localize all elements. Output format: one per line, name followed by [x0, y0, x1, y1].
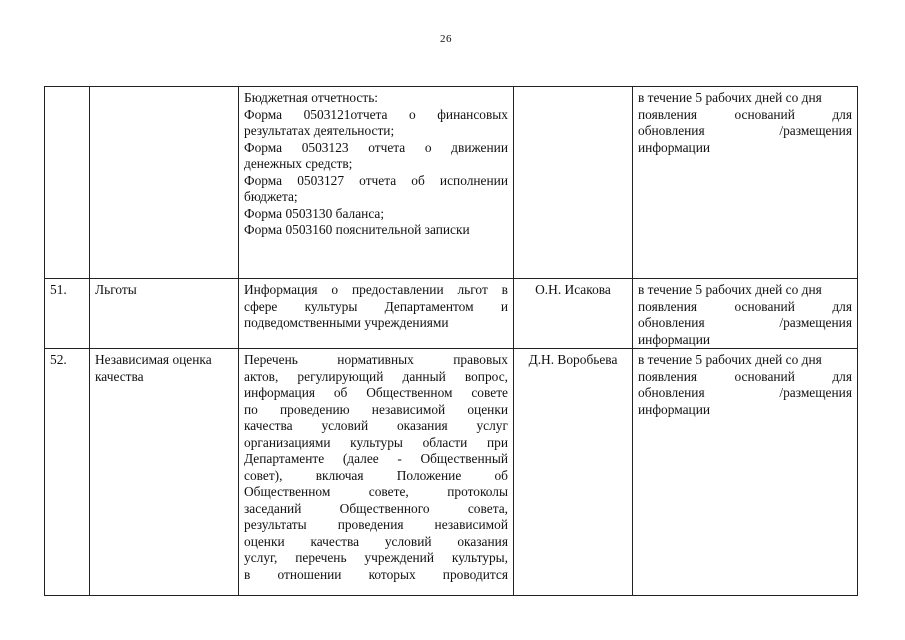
responsible-cell: О.Н. Исакова	[514, 279, 633, 349]
row-number-cell: 51.	[45, 279, 90, 349]
info-cell: Бюджетная отчетность: Форма 0503121отчета о финансовых результатах деятельности; Форма 0503123 отчета о движении денежных средств; Форма 0503127 отчета об исполнении бюджета; Форма 0503130 баланса; Форма 0503160 пояснительной записки	[239, 87, 514, 279]
table-row	[45, 87, 858, 279]
responsible-cell: Д.Н. Воробьева	[514, 349, 633, 596]
deadline-cell: в течение 5 рабочих дней со дня появления оснований для обновления /размещения информации	[633, 279, 858, 349]
deadline-cell: в течение 5 рабочих дней со дня появления оснований для обновления /размещения информации	[633, 87, 858, 279]
responsible-cell	[514, 87, 633, 279]
info-cell: Информация о предоставлении льгот в сфере культуры Департаментом и подведомственными учреждениями	[239, 279, 514, 349]
table-row	[45, 279, 858, 349]
info-cell: Перечень нормативных правовых актов, регулирующий данный вопрос, информация об Общественном совете по проведению независимой оценки качества условий оказания услуг организациями культуры области при Департаменте (далее - Общественный совет), включая Положение об Общественном совете, протоколы заседаний Общественного совета, результаты проведения независимой оценки качества условий оказания услуг, перечень учреждений культуры, в отношении которых проводится	[239, 349, 514, 596]
row-number-cell	[45, 87, 90, 279]
category-cell: Льготы	[90, 279, 239, 349]
deadline-cell: в течение 5 рабочих дней со дня появления оснований для обновления /размещения информации	[633, 349, 858, 596]
category-cell	[90, 87, 239, 279]
information-table	[44, 86, 858, 596]
table-row	[45, 349, 858, 596]
page-number: 26	[440, 33, 452, 45]
row-number-cell: 52.	[45, 349, 90, 596]
category-cell: Независимая оценка качества	[90, 349, 239, 596]
